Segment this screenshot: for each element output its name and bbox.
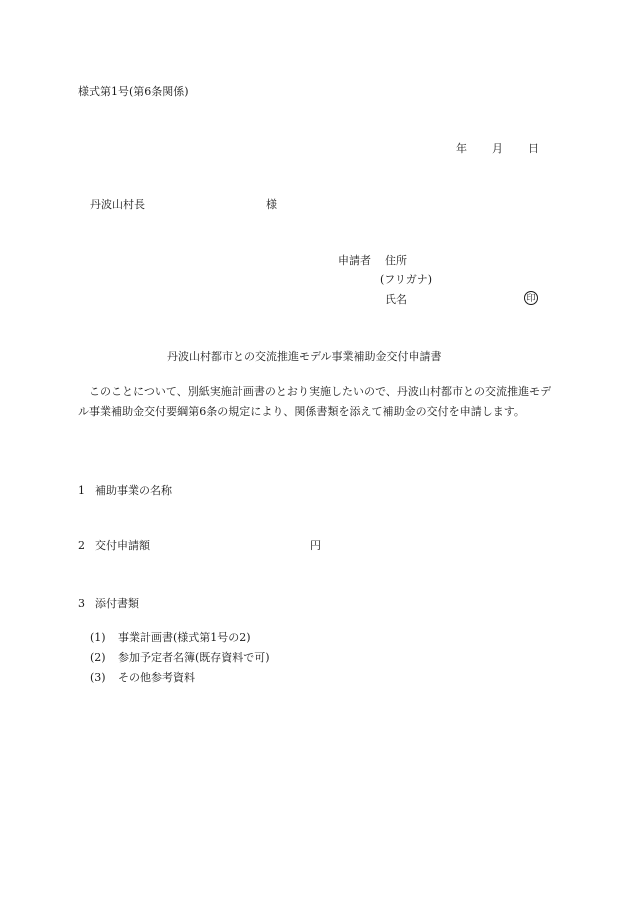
attachment-item: その他参考資料 [118, 671, 195, 684]
applicant-label: 申請者 [338, 254, 371, 267]
attachment-number: (2) [90, 651, 106, 664]
attachment-number: (3) [90, 671, 106, 684]
document-title: 丹波山村都市との交流推進モデル事業補助金交付申請書 [167, 350, 442, 363]
attachment-item: 事業計画書(様式第1号の2) [118, 631, 251, 644]
date-month-label: 月 [492, 142, 503, 155]
section-title-attachments: 添付書類 [95, 597, 139, 610]
section-title-project-name: 補助事業の名称 [95, 484, 172, 497]
form-number: 様式第1号(第6条関係) [78, 85, 189, 98]
section-number: 3 [78, 597, 85, 610]
address-label: 住所 [385, 254, 407, 267]
attachment-item: 参加予定者名簿(既存資料で可) [118, 651, 270, 664]
date-year-label: 年 [456, 142, 467, 155]
body-paragraph: このことについて、別紙実施計画書のとおり実施したいので、丹波山村都市との交流推進モデル事業補助金交付要綱第6条の規定により、関係書類を添えて補助金の交付を申請します。 [78, 385, 552, 418]
addressee-suffix: 様 [266, 198, 277, 211]
section-number: 1 [78, 484, 85, 497]
addressee-name: 丹波山村長 [90, 198, 145, 211]
furigana-label: (フリガナ) [380, 273, 433, 286]
name-label: 氏名 [385, 293, 407, 306]
section-title-requested-amount: 交付申請額 [95, 539, 150, 552]
section-number: 2 [78, 539, 85, 552]
date-day-label: 日 [528, 142, 539, 155]
attachment-number: (1) [90, 631, 106, 644]
amount-unit: 円 [310, 539, 321, 552]
seal-icon: 印 [524, 291, 538, 305]
